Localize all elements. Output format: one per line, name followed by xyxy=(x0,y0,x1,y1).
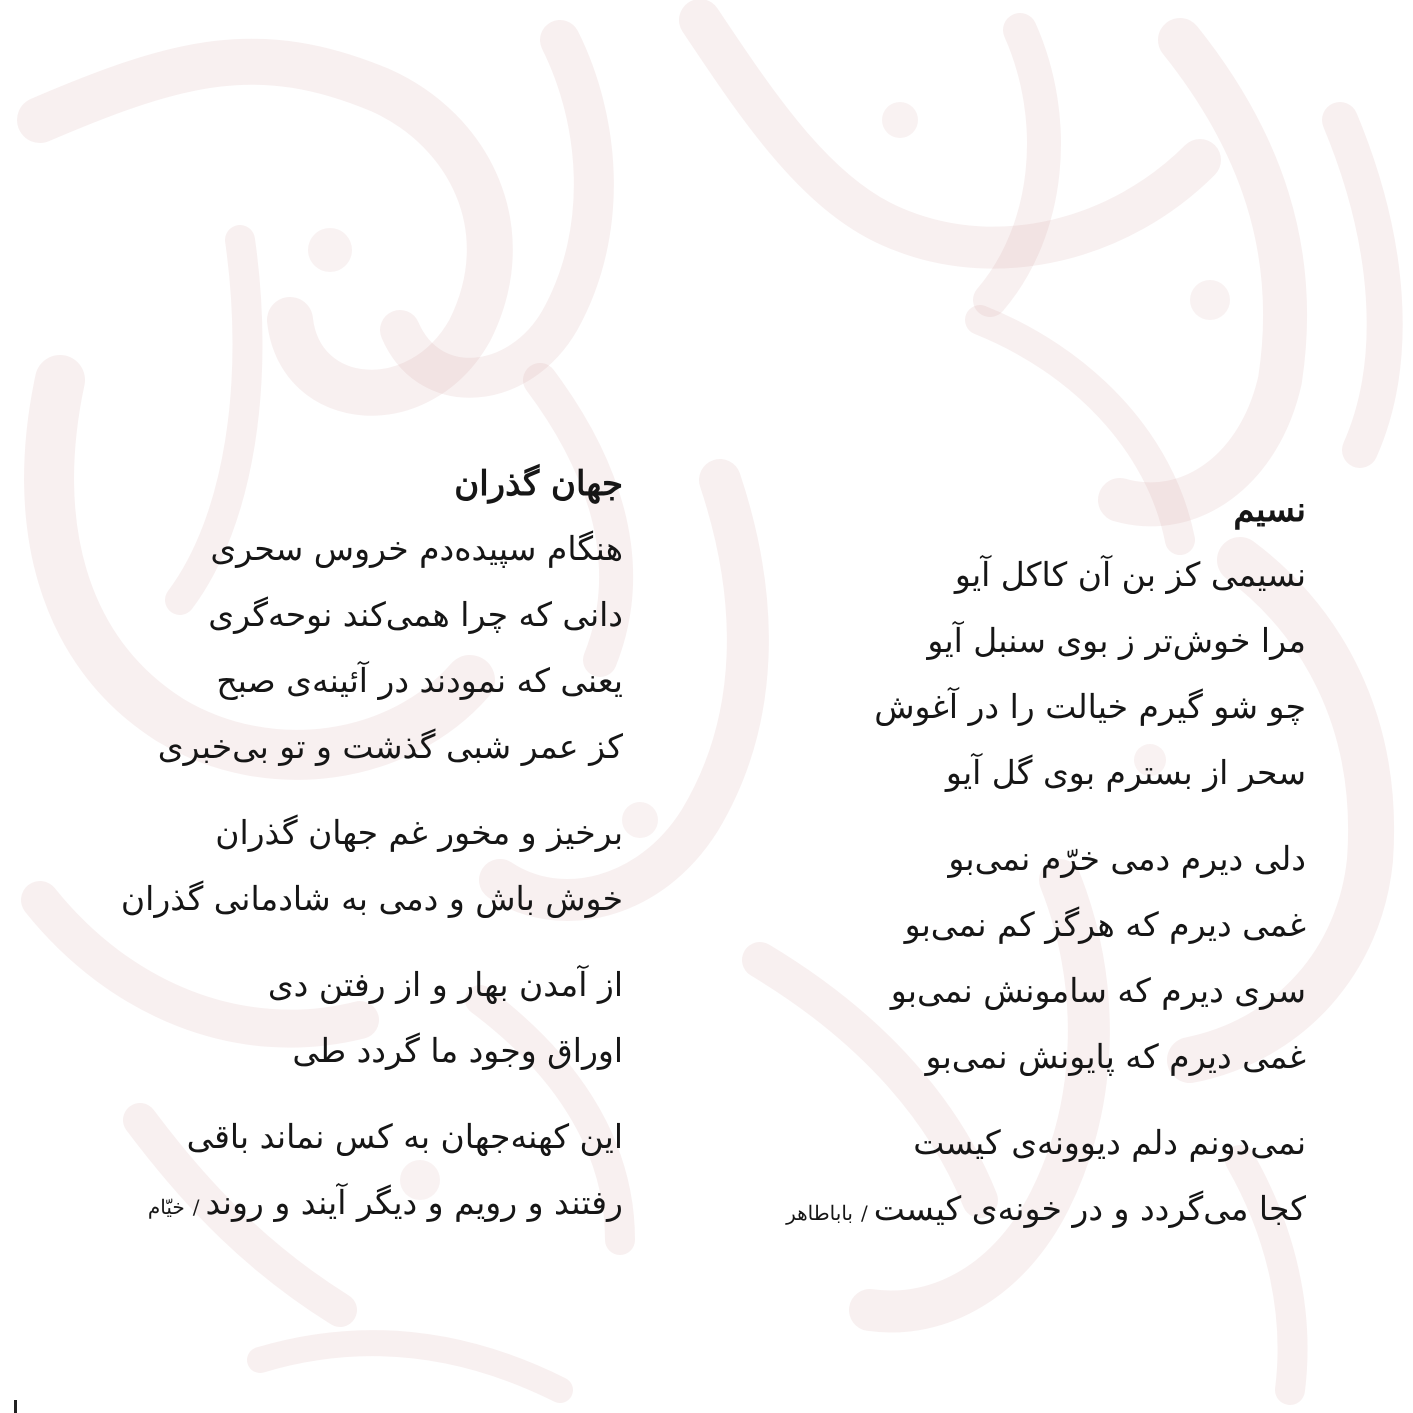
stanza xyxy=(666,542,1306,806)
verse-line: دلی دیرم دمی خرّم نمی‌بو xyxy=(948,839,1306,878)
verse-line: خوش باش و دمی به شادمانی گذران xyxy=(120,879,623,918)
stanza xyxy=(23,516,623,780)
verse-line: دانی که چرا همی‌کند نوحه‌گری xyxy=(208,595,623,634)
attribution-separator: / xyxy=(192,1195,200,1219)
verse-line: یعنی که نمودند در آئینه‌ی صبح xyxy=(216,661,623,700)
verse-line: چو شو گیرم خیالت را در آغوش xyxy=(874,687,1306,726)
attribution-separator: / xyxy=(861,1201,868,1225)
verse-line: نمی‌دونم دلم دیوونه‌ی کیست xyxy=(913,1123,1306,1162)
verse-line: مرا خوش‌تر ز بوی سنبل آیو xyxy=(927,621,1306,660)
verse-line-with-attribution xyxy=(23,1170,623,1236)
verse-line: سحر از بسترم بوی گل آیو xyxy=(945,753,1306,792)
stanza xyxy=(23,1104,623,1236)
verse-line-with-attribution xyxy=(666,1176,1306,1242)
poem-title: نسیم xyxy=(1233,490,1306,530)
verse-line: این کهنه‌جهان به کس نماند باقی xyxy=(186,1117,623,1156)
stanza xyxy=(666,826,1306,1090)
page-edge-mark xyxy=(14,1400,17,1413)
stanza xyxy=(23,952,623,1084)
poem-title: جهان گذران xyxy=(454,464,623,504)
verse-line: سری دیرم که سامونش نمی‌بو xyxy=(890,971,1306,1010)
poem-khayyam xyxy=(23,456,623,1256)
verse-line: کز عمر شبی گذشت و تو بی‌خبری xyxy=(157,727,623,766)
poem-babataher xyxy=(666,482,1306,1262)
verse-line: غمی دیرم که پایونش نمی‌بو xyxy=(925,1037,1306,1076)
stanza xyxy=(23,800,623,932)
verse-line: هنگام سپیده‌دم خروس سحری xyxy=(210,529,623,568)
verse-text: کجا می‌گردد و در خونه‌ی کیست xyxy=(873,1189,1306,1228)
verse-line: برخیز و مخور غم جهان گذران xyxy=(215,813,623,852)
verse-line: اوراق وجود ما گردد طی xyxy=(292,1031,623,1070)
verse-line: از آمدن بهار و از رفتن دی xyxy=(267,965,623,1004)
poet-attribution: باباطاهر xyxy=(786,1201,853,1225)
verse-text: رفتند و رویم و دیگر آیند و روند xyxy=(205,1183,623,1222)
poet-attribution: خیّام xyxy=(147,1195,185,1219)
verse-line: نسیمی کز بن آن کاکل آیو xyxy=(954,555,1306,594)
stanza xyxy=(666,1110,1306,1242)
verse-line: غمی دیرم که هرگز کم نمی‌بو xyxy=(904,905,1306,944)
